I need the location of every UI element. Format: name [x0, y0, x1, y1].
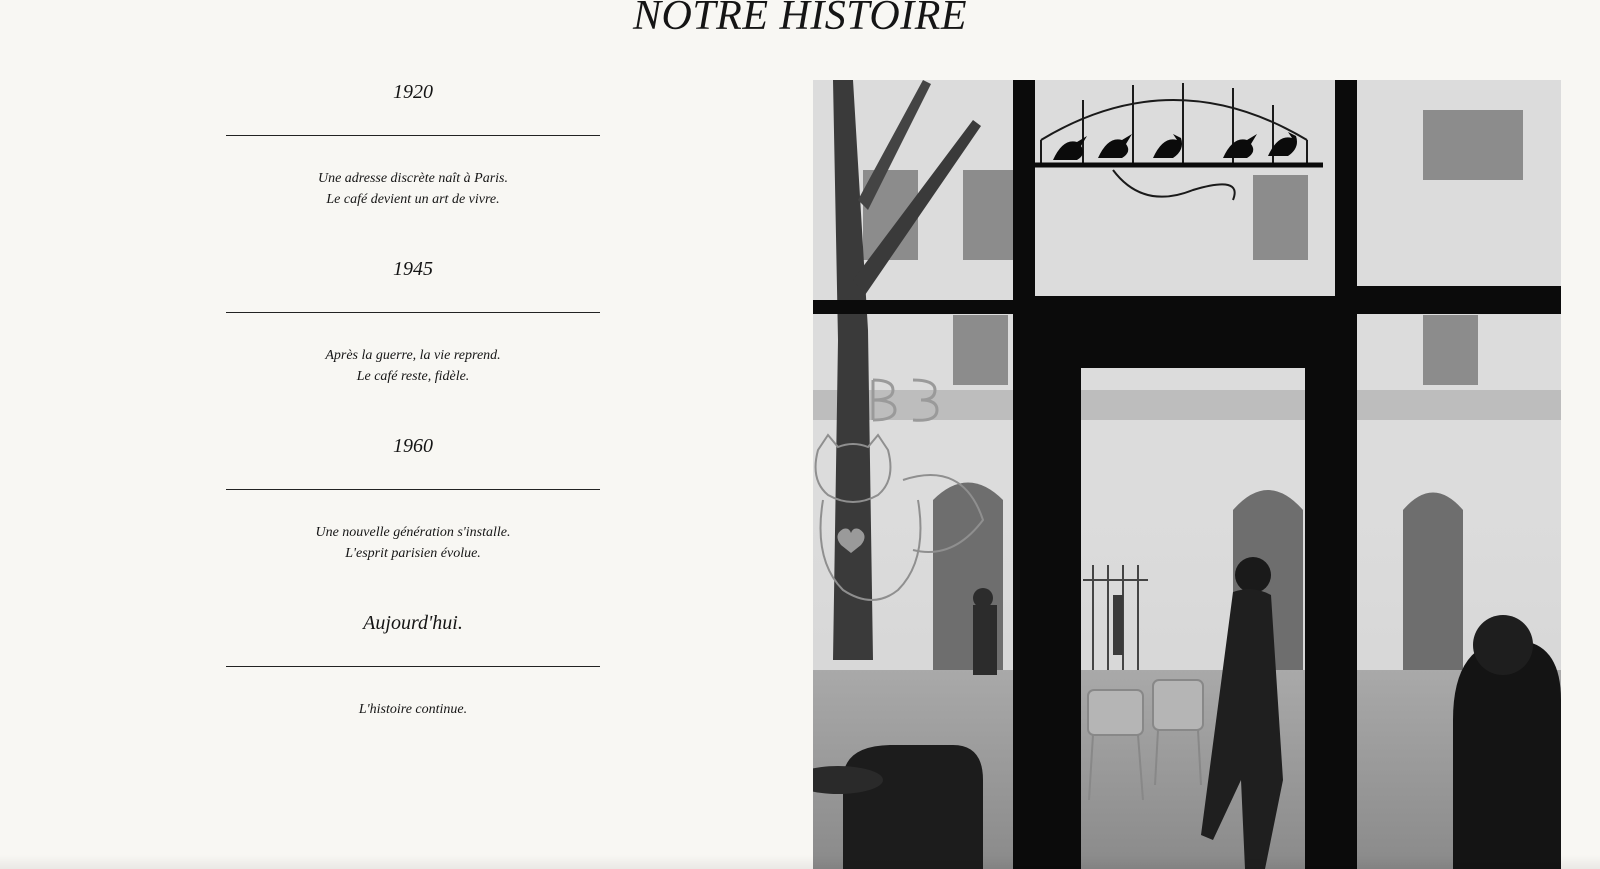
timeline-description-line: Une nouvelle génération s'installe.	[315, 525, 511, 540]
timeline-divider	[226, 666, 600, 667]
timeline-description-line: Le café devient un art de vivre.	[326, 192, 500, 207]
timeline-description-line: L'histoire continue.	[358, 702, 468, 717]
timeline-description	[226, 168, 600, 210]
timeline-entry	[226, 253, 600, 430]
history-timeline	[226, 76, 600, 784]
timeline-description	[226, 522, 600, 564]
timeline-year: Aujourd'hui.	[363, 612, 463, 634]
timeline-entry	[226, 430, 600, 607]
timeline-entry	[226, 607, 600, 784]
timeline-description-line: Le café reste, fidèle.	[356, 369, 470, 384]
timeline-description-line: L'esprit parisien évolue.	[345, 546, 481, 561]
timeline-year: 1920	[393, 81, 433, 103]
timeline-description	[226, 345, 600, 387]
timeline-description-line: Une adresse discrète naît à Paris.	[317, 171, 508, 186]
timeline-year: 1960	[393, 435, 433, 457]
cafe-photo	[813, 80, 1561, 869]
timeline-divider	[226, 312, 600, 313]
page-bottom-shadow	[0, 855, 1600, 869]
timeline-divider	[226, 489, 600, 490]
timeline-description	[226, 699, 600, 720]
timeline-year: 1945	[393, 258, 433, 280]
timeline-description-line: Après la guerre, la vie reprend.	[325, 348, 501, 363]
timeline-entry	[226, 76, 600, 253]
page-title: NOTRE HISTOIRE	[632, 0, 968, 39]
timeline-divider	[226, 135, 600, 136]
